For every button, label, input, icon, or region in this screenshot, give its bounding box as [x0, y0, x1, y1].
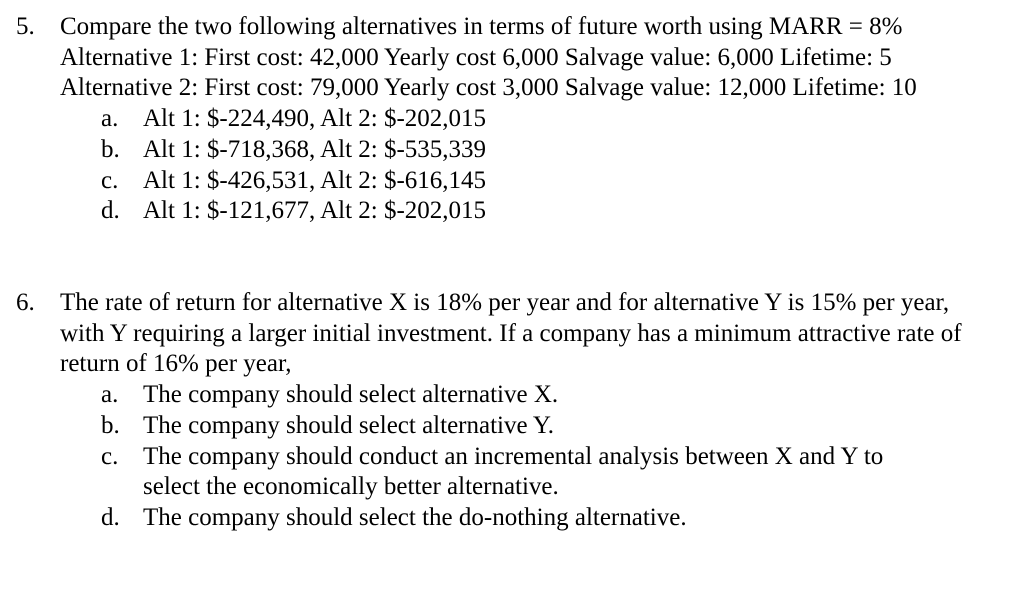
- option-text: The company should select the do-nothing alternative.: [143, 503, 687, 531]
- option-text: The company should conduct an incremental analysis between X and Y to select the economically better alternative.: [143, 442, 884, 501]
- option-text: Alt 1: $-426,531, Alt 2: $-616,145: [143, 166, 487, 194]
- question-6: [0, 288, 1000, 534]
- option-letter: a.: [101, 105, 119, 133]
- option-b: [0, 135, 1000, 166]
- question-stem: [0, 288, 1000, 380]
- question-text: Compare the two following alternatives in terms of future worth using MARR = 8% Alternative 1: First cost: 42,000 Yearly cost 6,000 Salvage value: 6,000 Lifetime: 5 Alternative 2: First cost: 79,000 Yearly cost 3,000 Salvage value: 12,000 Lifetime: 10: [60, 13, 917, 102]
- option-d: [0, 196, 1000, 227]
- answer-options: [0, 380, 1000, 534]
- option-text: Alt 1: $-121,677, Alt 2: $-202,015: [143, 197, 487, 225]
- question-number: 5.: [16, 13, 35, 40]
- option-text: Alt 1: $-224,490, Alt 2: $-202,015: [143, 105, 487, 133]
- question-stem: [0, 12, 1000, 104]
- option-b: [0, 411, 1000, 442]
- option-letter: d.: [101, 197, 120, 225]
- option-letter: a.: [101, 381, 119, 409]
- option-letter: c.: [101, 442, 119, 470]
- option-letter: d.: [101, 503, 120, 531]
- option-text: Alt 1: $-718,368, Alt 2: $-535,339: [143, 135, 487, 163]
- option-d: [0, 503, 1000, 534]
- question-5: [0, 12, 1000, 227]
- option-text: The company should select alternative X.: [143, 381, 559, 409]
- question-text: The rate of return for alternative X is 18% per year and for alternative Y is 15% per year, with Y requiring a larger initial investment. If a company has a minimum attractive rate of return of 16% per year,: [60, 289, 962, 378]
- option-letter: b.: [101, 135, 120, 163]
- option-a: [0, 104, 1000, 135]
- option-text: The company should select alternative Y.: [143, 411, 554, 439]
- option-letter: c.: [101, 166, 119, 194]
- option-a: [0, 380, 1000, 411]
- option-letter: b.: [101, 411, 120, 439]
- answer-options: [0, 104, 1000, 227]
- question-number: 6.: [16, 289, 35, 316]
- option-c: [0, 442, 1000, 503]
- option-c: [0, 166, 1000, 197]
